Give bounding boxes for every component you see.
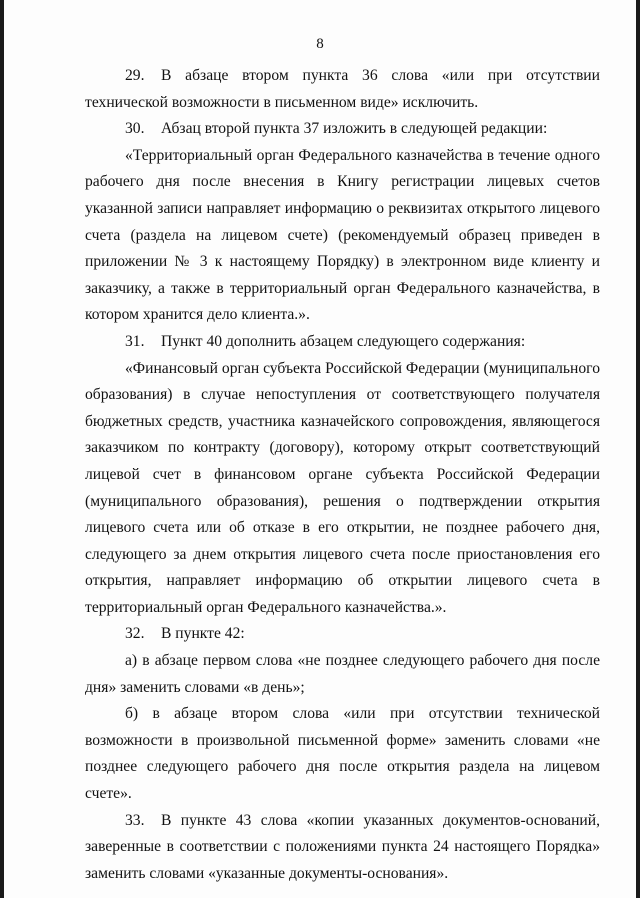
item-text: В пункте 42: xyxy=(161,625,245,643)
item-text: Абзац второй пункта 37 изложить в следующей редакции: xyxy=(161,120,548,138)
item-text: В абзаце втором пункта 36 слова «или при отсутствии технической возможности в письменном виде» исключить. xyxy=(85,67,600,111)
list-item xyxy=(85,808,600,888)
item-text: В пункте 43 слова «копии указанных документов-оснований, заверенные в соответствии с положениями пункта 24 настоящего Порядка» заменить словами «указанные документы-основания». xyxy=(85,811,600,882)
list-item xyxy=(85,329,600,356)
paragraph: б) в абзаце втором слова «или при отсутствии технической возможности в произвольной письменной форме» заменить словами «не позднее следующего рабочего дня после открытия раздела на лицевом счете». xyxy=(85,705,600,803)
list-item xyxy=(85,116,600,143)
item-number: 30. xyxy=(125,120,145,138)
item-number: 33. xyxy=(125,811,145,829)
item-number: 31. xyxy=(125,332,145,350)
item-number: 32. xyxy=(125,625,145,643)
document-body xyxy=(85,63,600,887)
scan-border-left xyxy=(0,0,4,898)
paragraph: а) в абзаце первом слова «не позднее следующего рабочего дня после дня» заменить словами «в день»; xyxy=(85,652,600,696)
item-number: 29. xyxy=(125,67,145,84)
paragraph: «Финансовый орган субъекта Российской Федерации (муниципального образования) в случае непоступления от соответствующего получателя бюджетных средств, участника казначейского сопровождения, являющегося заказчиком по контракту (договору), которому открыт соответствующий лицевой счет в финансовом органе субъекта Российской Федерации (муниципального образования), решения о подтверждении открытия лицевого счета или об отказе в его открытии, не позднее рабочего дня, следующего за днем открытия лицевого счета после приостановления его открытия, направляет информацию об открытии лицевого счета в территориальный орган Федерального казначейства.». xyxy=(85,359,600,616)
scan-border-right xyxy=(636,0,640,898)
item-text: Пункт 40 дополнить абзацем следующего содержания: xyxy=(161,332,526,350)
list-item xyxy=(85,621,600,648)
list-item xyxy=(85,63,600,116)
paragraph: «Территориальный орган Федерального казначейства в течение одного рабочего дня после внесения в Книгу регистрации лицевых счетов указанной записи направляет информацию о реквизитах открытого лицевого счета (раздела на лицевом счете) (рекомендуемый образец приведен в приложении № 3 к настоящему Порядку) в электронном виде клиенту и заказчику, а также в территориальный орган Федерального казначейства, в котором хранится дело клиента.». xyxy=(85,146,600,324)
page-number: 8 xyxy=(316,36,324,52)
